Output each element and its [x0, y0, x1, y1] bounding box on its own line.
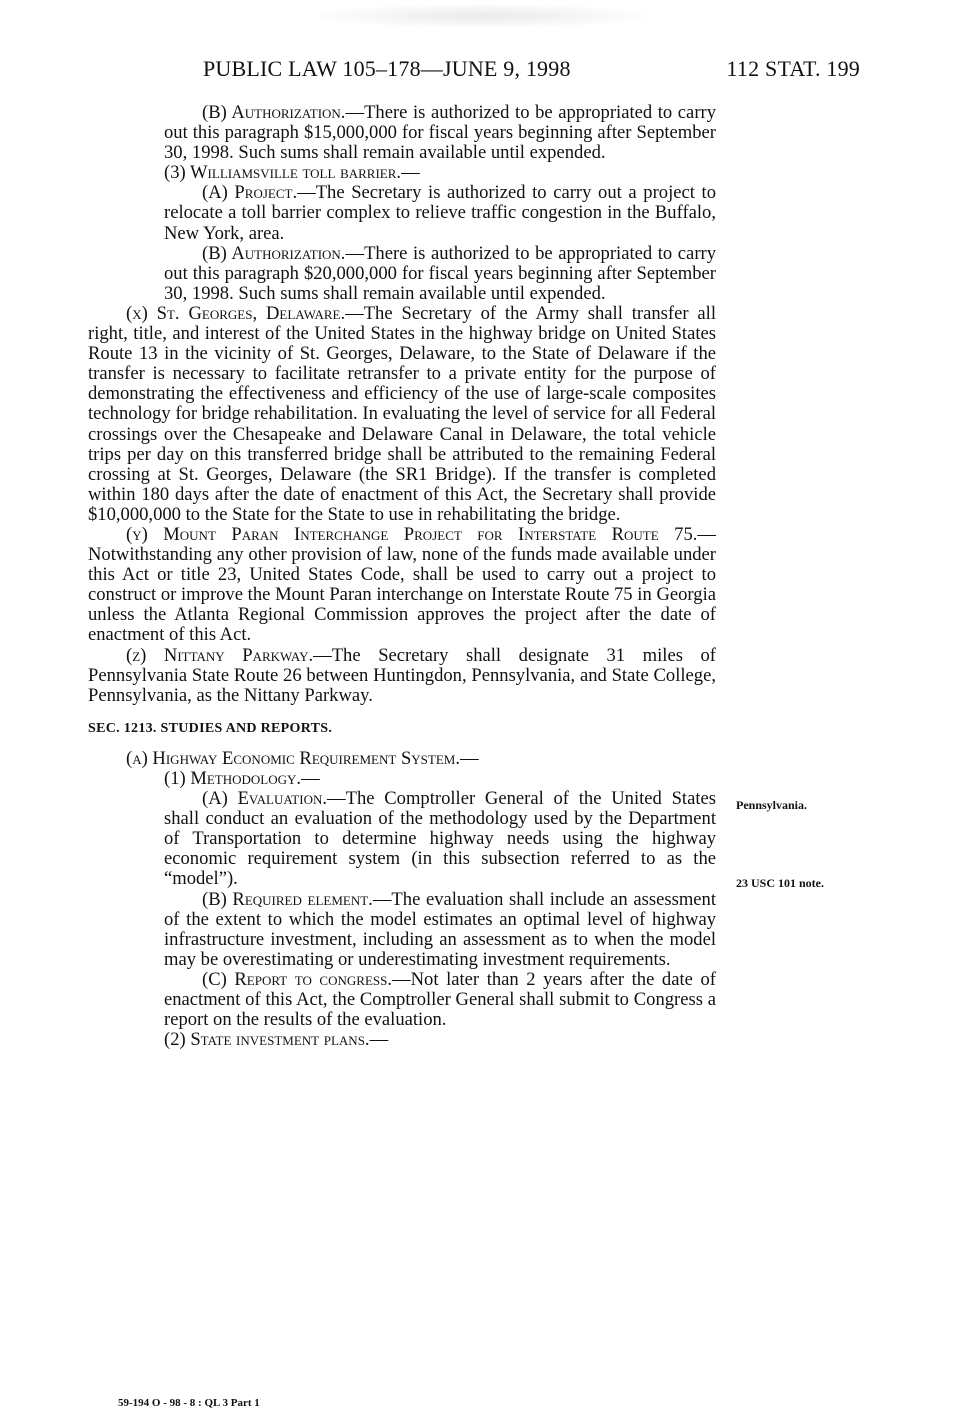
document-body — [88, 103, 716, 1050]
paragraph-x-st-georges: (x) St. Georges, Delaware.—The Secretary of the Army shall transfer all right, title, and interest of the United States in the highway bridge on United States Route 13 in the vicinity of St. Georges, Delaware, to the State of Delaware if the transfer is necessary to facilitate retransfer to a private entity for the purpose of demonstrating the effectiveness and efficiency of the use of large-scale composites technology for bridge rehabilitation. In evaluating the level of service for all Federal crossings over the Chesapeake and Delaware Canal in Delaware, the total vehicle trips per day on this transferred bridge shall be attributed to the remaining Federal crossing at St. Georges, Delaware (the SR1 Bridge). If the transfer is completed within 180 days after the date of enactment of this Act, the Secretary shall provide $10,000,000 to the State for the State to use in rehabilitating the bridge. — [88, 302, 716, 525]
paragraph-a-highway-economic: (a) Highway Economic Requirement System.— — [126, 747, 479, 769]
paragraph-z-nittany-parkway: (z) Nittany Parkway.—The Secretary shall designate 31 miles of Pennsylvania State Route 26 between Huntingdon, Pennsylvania, and State College, Pennsylvania, as the Nittany Parkway. — [88, 644, 717, 706]
paragraph-a-evaluation: (A) Evaluation.—The Comptroller General of the United States shall conduct an evaluation of the methodology used by the Department of Transportation to determine highway needs using the highway economic requirement system (in this subsection referred to as the “model”). — [164, 788, 716, 890]
margin-note-usc: 23 USC 101 note. — [736, 876, 825, 890]
public-law-title: PUBLIC LAW 105–178—JUNE 9, 1998 — [203, 56, 571, 81]
printing-code-footer: 59-194 O - 98 - 8 : QL 3 Part 1 — [118, 1397, 260, 1409]
paragraph-1-methodology: (1) Methodology.— — [164, 768, 320, 789]
page-header — [90, 56, 860, 86]
paragraph-b-authorization-1: (B) Authorization.—There is authorized to be appropriated to carry out this paragraph $15,000,000 for fiscal years beginning after September 30, 1998. Such sums shall remain available until expended. — [164, 102, 716, 164]
paragraph-c-report-to-congress: (C) Report to congress.—Not later than 2 years after the date of enactment of this Act, the Comptroller General shall submit to Congress a report on the results of the evaluation. — [164, 968, 716, 1031]
paragraph-a-project: (A) Project.—The Secretary is authorized to carry out a project to relocate a toll barrier complex to relieve traffic congestion in the Buffalo, New York, area. — [164, 182, 716, 244]
scan-smudge — [318, 4, 648, 28]
margin-note-pennsylvania: Pennsylvania. — [736, 798, 808, 812]
paragraph-y-mount-paran: (y) Mount Paran Interchange Project for Interstate Route 75.—Notwithstanding any other provision of law, none of the funds made available under this Act or title 23, United States Code, shall be used to carry out a project to construct or improve the Mount Paran interchange on Interstate Route 75 in Georgia unless the Atlanta Regional Commission approves the project after the date of enactment of this Act. — [88, 523, 716, 646]
paragraph-2-state-investment-plans: (2) State investment plans.— — [164, 1029, 389, 1051]
paragraph-b-authorization-2: (B) Authorization.—There is authorized to be appropriated to carry out this paragraph $20,000,000 for fiscal years beginning after September 30, 1998. Such sums shall remain available until expended. — [164, 242, 716, 304]
statute-page-number: 112 STAT. 199 — [726, 56, 860, 81]
paragraph-williamsville-toll-barrier: (3) Williamsville toll barrier.— — [164, 162, 420, 184]
paragraph-b-required-element: (B) Required element.—The evaluation shall include an assessment of the extent to which the model estimates an optimal level of highway infrastructure investment, including an assessment as to when the model may be overestimating or underestimating investment requirements. — [164, 888, 716, 970]
section-heading: SEC. 1213. STUDIES AND REPORTS. — [88, 720, 333, 736]
